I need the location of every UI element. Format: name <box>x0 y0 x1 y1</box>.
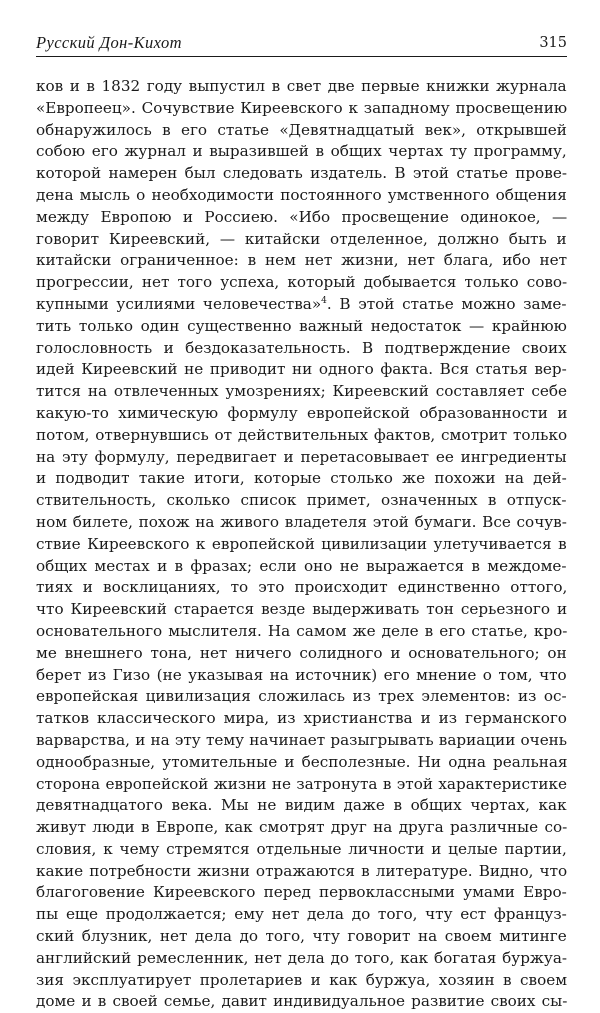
text-line: какую-то химическую формулу европейской образованности и <box>36 403 568 422</box>
text-line: словия, к чему стремятся отдельные личности и целые партии, <box>36 839 567 858</box>
text-line: английский ремесленник, нет дела до того, как богатая буржуа- <box>36 948 568 967</box>
text-line: живут люди в Европе, как смотрят друг на друга различные со- <box>36 818 568 837</box>
text-line: ном билете, похож на живого владетеля этой бумаги. Все сочув- <box>36 512 567 531</box>
text-line: голословность и бездоказательность. В подтверждение своих <box>36 338 567 357</box>
text-line: потом, отвернувшись от действительных фактов, смотрит только <box>36 425 568 444</box>
text-line: сторона европейской жизни не затронута в этой характеристике <box>36 774 568 793</box>
text-line: варварства, и на эту тему начинает разыгрывать вариации очень <box>36 730 568 749</box>
text-line: татков классического мира, из христианства и из германского <box>36 709 567 728</box>
text-line: благоговение Киреевского перед первоклассными умами Евро- <box>36 883 567 902</box>
text-line: китайски ограниченное: в нем нет жизни, нет блага, ибо нет <box>36 251 567 270</box>
text-line: прогрессии, нет того успеха, который добывается только сово- <box>36 273 568 292</box>
text-line: «Европеец». Сочувствие Киреевского к западному просвещению <box>36 98 568 117</box>
text-line: пы еще продолжается; ему нет дела до того, чту ест француз- <box>36 905 567 924</box>
text-line: общих местах и в фразах; если оно не выражается в междоме- <box>36 556 567 575</box>
text-line: берет из Гизо (не указывая на источник) его мнение о том, что <box>36 665 567 684</box>
text-line: ский блузник, нет дела до того, чту говорит на своем митинге <box>36 927 567 946</box>
text-line: между Европою и Россиею. «Ибо просвещение одинокое, — <box>36 207 568 226</box>
text-line: которой намерен был следовать издатель. В этой статье прове- <box>36 164 567 183</box>
sentence-continuation: . В этой статье можно заме- <box>326 294 567 313</box>
text-line: европейская цивилизация сложилась из трех элементов: из ос- <box>36 687 567 706</box>
text-line: идей Киреевский не приводит ни одного факта. Вся статья вер- <box>36 360 567 379</box>
text-line: основательного мыслителя. На самом же деле в его статье, кро- <box>36 621 568 640</box>
text-line: тить только один существенно важный недостаток — крайнюю <box>36 316 567 335</box>
text-line: тится на отвлеченных умозрениях; Киреевский составляет себе <box>36 382 567 401</box>
header-rule <box>36 56 567 57</box>
text-line: девятнадцатого века. Мы не видим даже в общих чертах, как <box>36 796 567 815</box>
text-line: говорит Киреевский, — китайски отделенное, должно быть и <box>36 229 567 248</box>
text-line: собою его журнал и выразившей в общих чертах ту программу, <box>36 142 567 161</box>
text-line: обнаружилось в его статье «Девятнадцатый век», открывшей <box>36 120 567 139</box>
running-title: Русский Дон-Кихот <box>36 33 182 52</box>
text-line: однообразные, утомительные и бесполезные. Ни одна реальная <box>36 752 568 771</box>
text-line: зия эксплуатирует пролетариев и как буржуа, хозяин в своем <box>36 970 568 989</box>
text-line: ков и в 1832 году выпустил в свет две первые книжки журнала <box>36 77 567 95</box>
page-number: 315 <box>539 35 567 51</box>
footnote-marker[interactable]: 4 <box>321 295 327 306</box>
text-line: дена мысль о необходимости постоянного умственного общения <box>36 185 567 204</box>
text-line: какие потребности жизни отражаются в литературе. Видно, что <box>36 861 568 880</box>
text-line: тиях и восклицаниях, то это происходит единственно оттого, <box>36 578 568 597</box>
text-line: и подводит такие итоги, которые столько же похожи на дей- <box>36 469 567 488</box>
text-line: на эту формулу, передвигает и перетасовывает ее ингредиенты <box>36 447 567 466</box>
body-text <box>36 76 567 1013</box>
text-line: доме и в своей семье, давит индивидуальное развитие своих сы- <box>36 992 568 1011</box>
text-line-with-footnote <box>36 294 567 316</box>
text-line: что Киреевский старается везде выдерживать тон серьезного и <box>36 600 568 619</box>
running-head <box>36 33 567 55</box>
quote-end-text: купными усилиями человечества» <box>36 294 322 313</box>
text-line: ствие Киреевского к европейской цивилизации улетучивается в <box>36 534 567 553</box>
text-line: ствительность, сколько список примет, означенных в отпуск- <box>36 491 567 510</box>
text-line: ме внешнего тона, нет ничего солидного и основательного; он <box>36 643 567 662</box>
